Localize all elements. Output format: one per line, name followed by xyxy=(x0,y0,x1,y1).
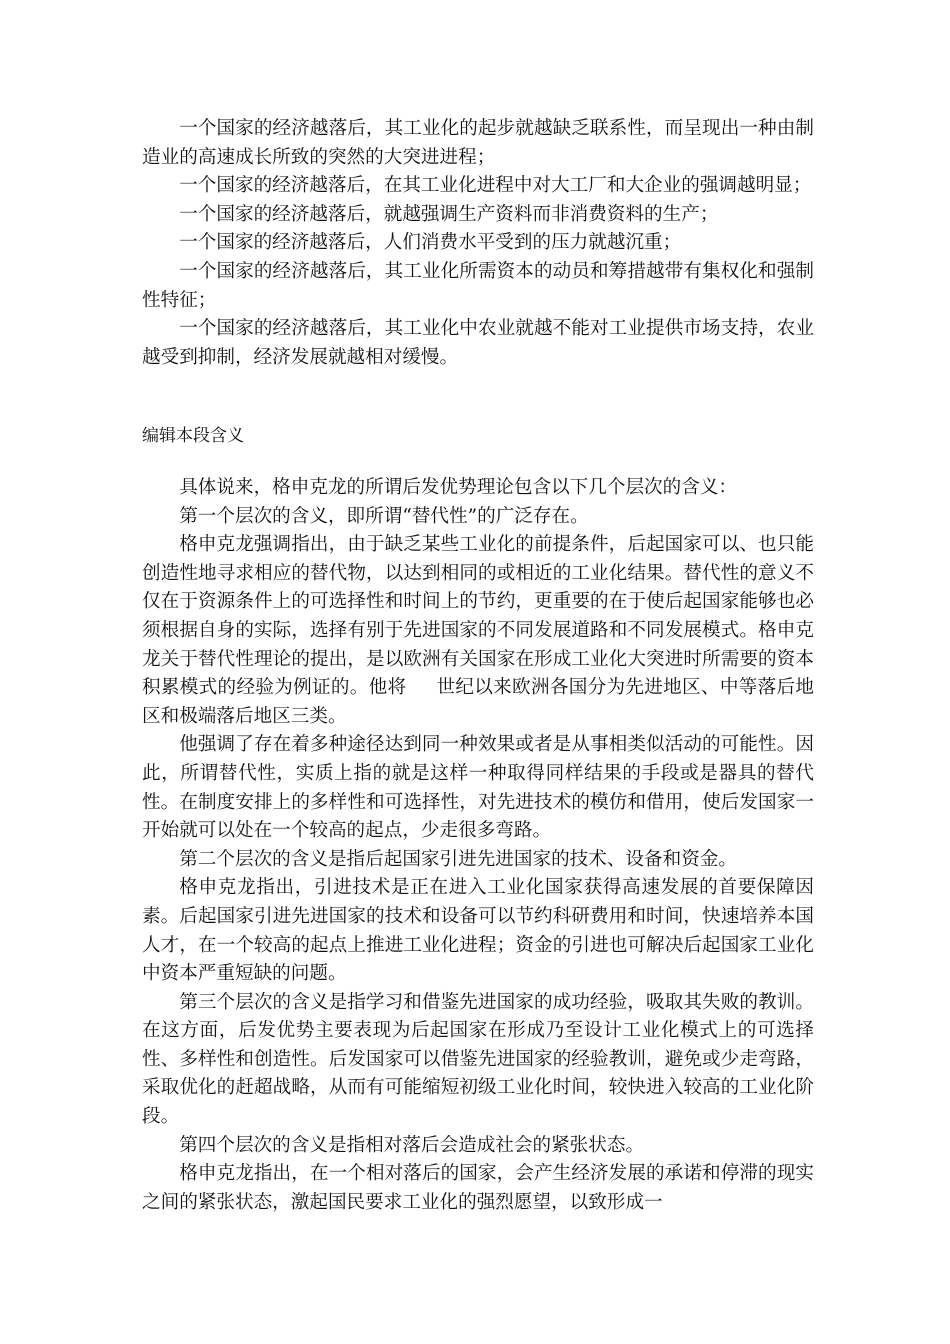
paragraph xyxy=(142,531,814,731)
paragraph: 格申克龙指出，引进技术是正在进入工业化国家获得高速发展的首要保障因素。后起国家引进先进国家的技术和设备可以节约科研费用和时间，快速培养本国人才，在一个较高的起点上推进工业化进程；资金的引进也可解决后起国家工业化中资本严重短缺的问题。 xyxy=(142,877,814,985)
paragraph: 第二个层次的含义是指后起国家引进先进国家的技术、设备和资金。 xyxy=(179,848,738,870)
paragraph: 他强调了存在着多种途径达到同一种效果或者是从事相类似活动的可能性。因此，所谓替代性，实质上指的就是这样一种取得同样结果的手段或是器具的替代性。在制度安排上的多样性和可选择性，对先进技术的模仿和借用，使后发国家一开始就可以处在一个较高的起点，少走很多弯路。 xyxy=(142,734,814,842)
paragraph: 一个国家的经济越落后，其工业化中农业就越不能对工业提供市场支持，农业越受到抑制，经济发展就越相对缓慢。 xyxy=(142,318,814,368)
intro-text-block xyxy=(142,115,814,372)
paragraph: 一个国家的经济越落后，人们消费水平受到的压力就越沉重； xyxy=(179,232,682,254)
paragraph: 第四个层次的含义是指相对落后会造成社会的紧张状态。 xyxy=(179,1134,645,1156)
paragraph-text: 世纪以来欧洲各国分为先进地区、中等落后地区和极端落后地区三类。 xyxy=(142,677,814,727)
section-heading: 编辑本段含义 xyxy=(142,426,244,446)
paragraph: 一个国家的经济越落后，就越强调生产资料而非消费资料的生产； xyxy=(179,203,719,225)
paragraph: 具体说来，格申克龙的所谓后发优势理论包含以下几个层次的含义： xyxy=(179,477,738,498)
paragraph-text: 格申克龙强调指出，由于缺乏某些工业化的前提条件，后起国家可以、也只能创造性地寻求相应的替代物，以达到相同的或相近的工业化结果。替代性的意义不仅在于资源条件上的可选择性和时间上的节约，更重要的在于使后起国家能够也必须根据自身的实际，选择有别于先进国家的不同发展道路和不同发展模式。格申克龙关于替代性理论的提出，是以欧洲有关国家在形成工业化大突进时所需要的资本积累模式的经验为例证的。他将 xyxy=(142,534,814,699)
main-text-block xyxy=(142,474,814,1217)
paragraph: 格申克龙指出，在一个相对落后的国家，会产生经济发展的承诺和停滞的现实之间的紧张状态，激起国民要求工业化的强烈愿望，以致形成一 xyxy=(142,1163,814,1213)
paragraph: 一个国家的经济越落后，其工业化的起步就越缺乏联系性，而呈现出一种由制造业的高速成长所致的突然的大突进进程； xyxy=(142,118,814,168)
paragraph: 第一个层次的含义，即所谓“替代性”的广泛存在。 xyxy=(179,505,589,527)
paragraph: 第三个层次的含义是指学习和借鉴先进国家的成功经验，吸取其失败的教训。在这方面，后发优势主要表现为后起国家在形成乃至设计工业化模式上的可选择性、多样性和创造性。后发国家可以借鉴先进国家的经验教训，避免或少走弯路，采取优化的赶超战略，从而有可能缩短初级工业化时间，较快进入较高的工业化阶段。 xyxy=(142,991,814,1128)
paragraph: 一个国家的经济越落后，在其工业化进程中对大工厂和大企业的强调越明显； xyxy=(179,175,812,197)
paragraph: 一个国家的经济越落后，其工业化所需资本的动员和筹措越带有集权化和强制性特征； xyxy=(142,260,814,311)
